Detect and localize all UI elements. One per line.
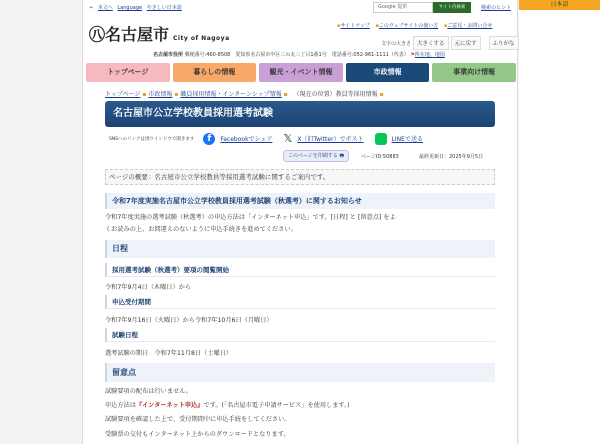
font-size-label: 文字の大きさ xyxy=(381,40,412,47)
nav-living[interactable]: 暮らしの情報 xyxy=(173,63,257,82)
nav-city-admin[interactable]: 市政情報 xyxy=(346,63,430,82)
schedule-heading: 日程 xyxy=(105,240,495,258)
notes-line-3: 試験要項を確認した上で、受付期間中に申込手続をしてください。 xyxy=(105,416,291,423)
city-emblem-icon: ㊇ xyxy=(89,25,106,44)
x-post-link[interactable]: X（旧Twitter）でポスト xyxy=(297,136,364,143)
line-send-link[interactable]: LINEで送る xyxy=(391,136,423,143)
page-summary: ページの概要：名古屋市公立学校教員等採用選考試験に関するご案内です。 xyxy=(105,169,495,185)
address xyxy=(153,51,445,58)
breadcrumb-current: （現在の位置）教員等採用情報 xyxy=(293,91,378,98)
contact-link[interactable]: ご意見・お問い合せ xyxy=(447,23,493,29)
utility-links: ▪サイトマップ ▪このウェブサイトの使い方 ▪ご意見・お問い合せ xyxy=(337,23,493,29)
schedule-item-text: 選考試験の期日 令和7年11月8日（土曜日） xyxy=(105,350,233,357)
schedule-item-heading: 採用選考試験（秋選考）要項の閲覧開始 xyxy=(105,263,495,277)
main-nav xyxy=(86,63,516,82)
usage-link[interactable]: このウェブサイトの使い方 xyxy=(378,23,439,29)
sns-bar xyxy=(109,132,423,145)
schedule-item-heading: 申込受付期間 xyxy=(105,295,495,309)
nav-tourism[interactable]: 観光・イベント情報 xyxy=(259,63,343,82)
schedule-item-text: 令和7年9月4日（木曜日）から xyxy=(105,284,192,291)
top-links xyxy=(89,4,185,11)
printer-icon: 🖶 xyxy=(339,153,345,159)
language-link[interactable]: Language xyxy=(117,5,143,11)
schedule-item-text: 令和7年9月16日（火曜日）から令和7年10月6日（月曜日） xyxy=(105,317,273,324)
logo-sub: City of Nagoya xyxy=(173,35,230,42)
breadcrumb: トップページ ▪ 市政情報 ▪ 職員採用情報・インターンシップ情報 ▪ （現在の位置）教員等採用情報 ▪ xyxy=(105,91,384,98)
notice-line-2: くお読みの上、お間違えのないように申込手続きを進めてください。 xyxy=(105,226,297,233)
breadcrumb-recruitment[interactable]: 職員採用情報・インターンシップ情報 xyxy=(180,91,282,98)
last-updated: 最終更新日：2025年9月5日 xyxy=(419,154,484,160)
furigana-button[interactable]: ふりがな xyxy=(489,36,519,50)
breadcrumb-city-admin[interactable]: 市政情報 xyxy=(148,91,173,98)
address-text: 郵便番号:460-8508 愛知県名古屋市中区三の丸三丁目1番1号 電話番号:052-961-1111（代表） xyxy=(184,52,409,58)
sns-note: SNSへのリンクは別ウインドウで開きます xyxy=(109,136,195,142)
skip-to-content-link[interactable]: 本文へ xyxy=(97,5,113,11)
font-larger-button[interactable]: 大きくする xyxy=(413,36,449,50)
logo[interactable] xyxy=(89,22,230,45)
office-name: 名古屋市役所 xyxy=(153,52,184,58)
line-icon xyxy=(375,133,387,145)
notes-text: です。(「名古屋市電子申請サービス」を使用します。) xyxy=(203,402,350,409)
map-link[interactable]: 所在地、地図 xyxy=(414,52,445,58)
page xyxy=(82,0,518,444)
font-reset-button[interactable]: 元に戻す xyxy=(451,36,481,50)
facebook-icon: f xyxy=(203,133,215,145)
breadcrumb-top[interactable]: トップページ xyxy=(105,91,141,98)
notes-line-2 xyxy=(105,400,350,409)
language-tab[interactable]: 日本語 xyxy=(519,0,600,10)
notes-emphasis: 『インターネット申込』 xyxy=(135,402,204,409)
notice-heading: 令和7年度実施名古屋市公立学校教員採用選考試験（秋選考）に関するお知らせ xyxy=(105,193,495,209)
search-input[interactable]: Google 提供 xyxy=(373,2,433,13)
notes-line-4: 受験票の交付もインターネット上からのダウンロードとなります。 xyxy=(105,431,290,438)
flag-icon: ⚑ xyxy=(410,52,415,58)
schedule-item-heading: 試験日程 xyxy=(105,328,495,342)
sitemap-link[interactable]: サイトマップ xyxy=(340,23,370,29)
nav-business[interactable]: 事業向け情報 xyxy=(432,63,516,82)
logo-text: 名古屋市 xyxy=(105,25,170,44)
notice-line-1: 令和7年度実施の選考試験（秋選考）の申込方法は「インターネット申込」です。[日程] と [留意点] をよ xyxy=(105,214,396,221)
page-id: ページID:50883 xyxy=(361,154,399,160)
facebook-share-link[interactable]: Facebookでシェア xyxy=(220,136,273,143)
nav-top[interactable]: トップページ xyxy=(86,63,170,82)
notes-heading: 留意点 xyxy=(105,363,495,382)
easy-japanese-link[interactable]: やさしい日本語 xyxy=(146,5,182,11)
right-panel xyxy=(519,0,600,444)
page-title: 名古屋市公立学校教員採用選考試験 xyxy=(105,101,495,127)
print-label: このページを印刷する xyxy=(288,153,338,159)
leaf-icon: ❧ xyxy=(89,5,94,11)
site-search-button[interactable]: サイト内検索 xyxy=(433,2,471,13)
notes-text: 申込方法は xyxy=(105,402,136,409)
print-button[interactable] xyxy=(283,150,349,162)
notes-line-1: 試験要項の配布は行いません。 xyxy=(105,388,192,395)
x-icon: 𝕏 xyxy=(283,132,293,145)
search-hint-link[interactable]: 検索のヒント xyxy=(481,5,512,11)
font-size-controls xyxy=(381,36,519,50)
